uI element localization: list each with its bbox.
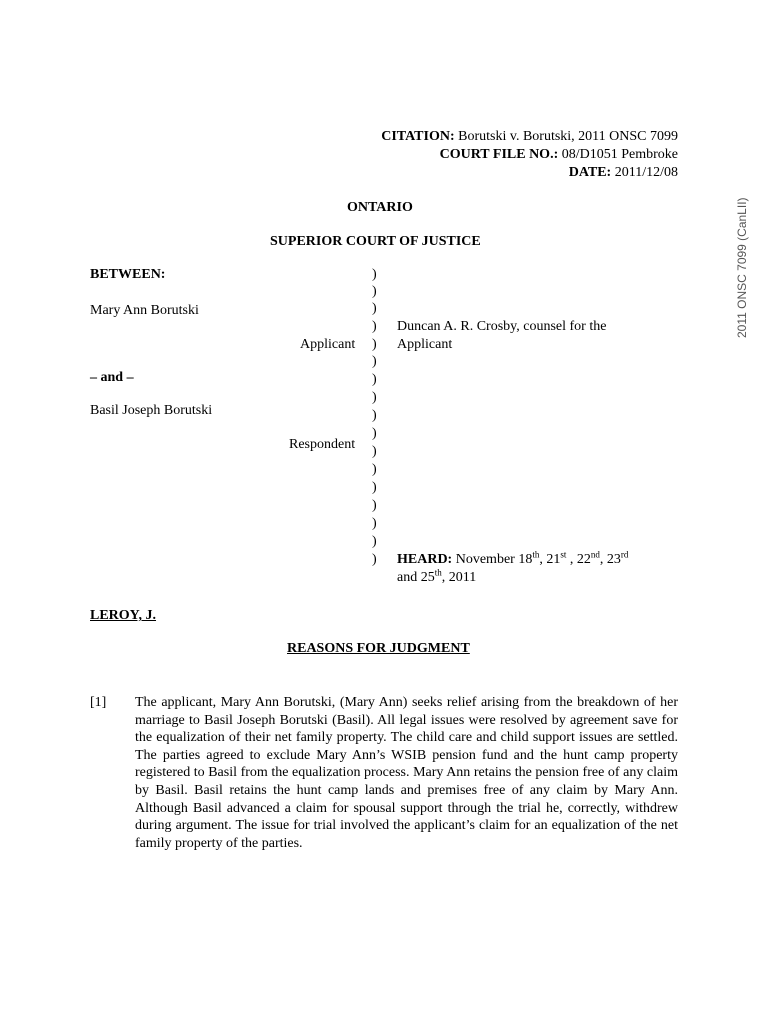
paren-mark: ) [372, 390, 377, 405]
citation-label: CITATION: [381, 129, 455, 144]
paren-mark: ) [372, 267, 377, 282]
reasons-title: REASONS FOR JUDGMENT [287, 641, 470, 656]
paren-mark: ) [372, 284, 377, 299]
respondent-name: Basil Joseph Borutski [90, 403, 213, 418]
citation-line [381, 128, 678, 146]
date-label: DATE: [568, 165, 612, 180]
court-file-label: COURT FILE NO.: [439, 147, 559, 162]
heard-line-1: HEARD: November 18th, 21st , 22nd, 23rd [397, 549, 629, 567]
counsel-line-1: Duncan A. R. Crosby, counsel for the [397, 319, 607, 334]
paren-mark: ) [372, 534, 377, 549]
applicant-name: Mary Ann Borutski [90, 303, 199, 318]
date-value: 2011/12/08 [614, 165, 678, 180]
paren-mark: ) [372, 480, 377, 495]
court-file-line [381, 146, 678, 164]
paren-mark: ) [372, 354, 377, 369]
paren-mark: ) [372, 498, 377, 513]
applicant-role: Applicant [300, 337, 356, 352]
court-heading: SUPERIOR COURT OF JUSTICE [270, 234, 481, 249]
paren-mark: ) [372, 462, 377, 477]
citation-value: Borutski v. Borutski, 2011 ONSC 7099 [458, 129, 678, 144]
paragraph-text: The applicant, Mary Ann Borutski, (Mary Ann) seeks relief arising from the breakdown of her marriage to Basil Joseph Borutski (Basil). All legal issues were resolved by agreement save for the equalization of their net family property. The child care and child support issues are settled. The parties agreed to exclude Mary Ann’s WSIB pension fund and the hunt camp property registered to Basil from the equalization process. Mary Ann retains the pension free of any claim by Basil. Basil retains the hunt camp lands and premises free of any claim by Mary Ann. Although Basil advanced a claim for spousal support through the trial he, correctly, withdrew during argument. The issue for trial involved the applicant’s claim for an equalization of the net family property of the parties. [135, 695, 678, 851]
citation-block [381, 128, 678, 182]
paren-mark: ) [372, 301, 377, 316]
judge-name: LEROY, J. [90, 608, 157, 623]
paren-mark: ) [372, 319, 377, 334]
heard-line-2: and 25th, 2011 [397, 567, 477, 585]
paren-mark: ) [372, 426, 377, 441]
heard-label: HEARD: [397, 552, 453, 567]
paren-mark: ) [372, 372, 377, 387]
jurisdiction-heading: ONTARIO [347, 200, 413, 215]
counsel-line-2: Applicant [397, 337, 453, 352]
paren-mark: ) [372, 516, 377, 531]
paren-mark: ) [372, 408, 377, 423]
canlii-watermark: 2011 ONSC 7099 (CanLII) [735, 197, 749, 338]
and-label: – and – [90, 370, 134, 385]
paren-mark: ) [372, 444, 377, 459]
paren-mark: ) [372, 337, 377, 352]
date-line [381, 164, 678, 182]
paren-mark: ) [372, 552, 377, 567]
court-file-value: 08/D1051 Pembroke [561, 147, 678, 162]
respondent-role: Respondent [289, 437, 356, 452]
between-label: BETWEEN: [90, 267, 166, 282]
paragraph-number: [1] [90, 695, 107, 710]
